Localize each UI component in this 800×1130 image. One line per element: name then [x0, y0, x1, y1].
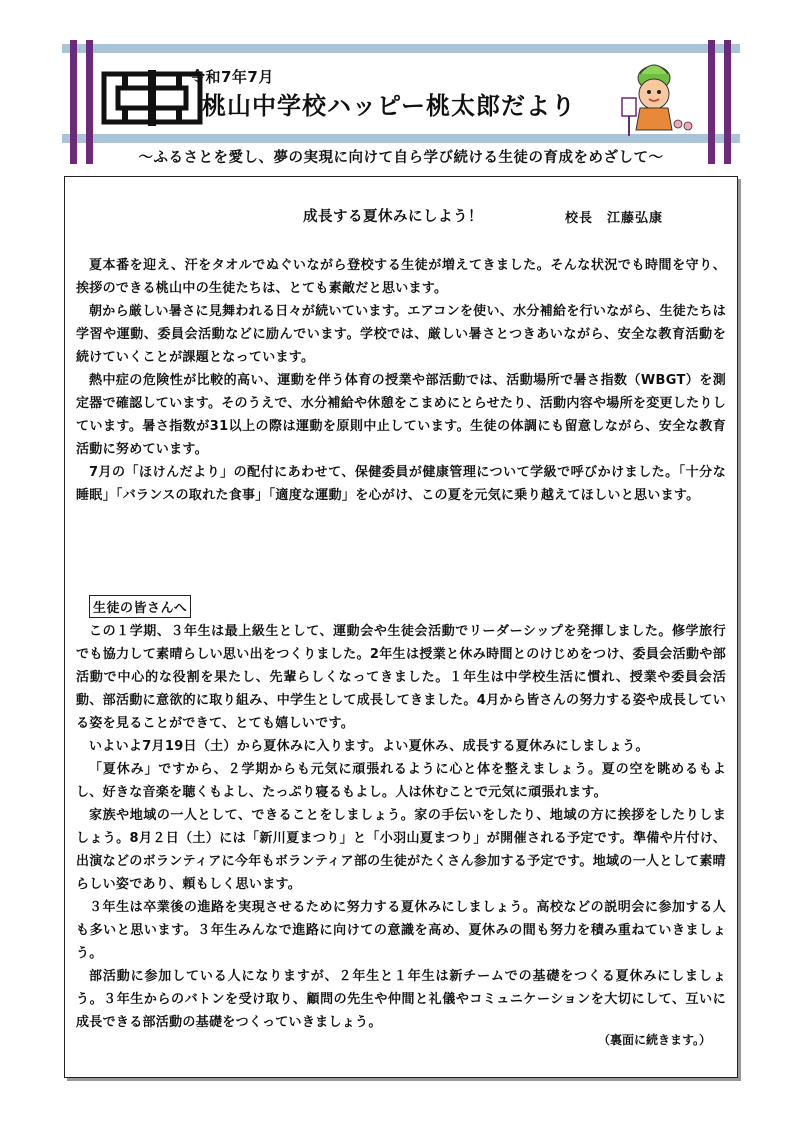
newsletter-title: 桃山中学校ハッピー桃太郎だより [202, 92, 577, 120]
momotaro-mascot-icon [610, 58, 700, 138]
paragraph: 家族や地域の一人として、できることをしましょう。家の手伝いをしたり、地域の方に挨拶をしたりしましょう。8月２日（土）には「新川夏まつり」と「小羽山夏まつり」が開催される予定です。準備や片付け、出演などのボランティアに今年もボランティア部の生徒がたくさん参加する予定です。地域の一人として素晴らしい姿であり、頼もしく思います。 [76, 808, 726, 892]
article-body [76, 254, 726, 507]
paragraph: 「夏休み」ですから、２学期からも元気に頑張れるように心と体を整えましょう。夏の空を眺めるもよし、好きな音楽を聴くもよし、たっぷり寝るもよし。人は休むことで元気に頑張れます。 [76, 762, 726, 800]
newsletter-banner [62, 40, 740, 164]
paragraph: 部活動に参加している人になりますが、２年生と１年生は新チームでの基礎をつくる夏休みにしましょう。３年生からのバトンを受け取り、顧問の先生や仲間と礼儀やコミュニケーションを大切にして、互いに成長できる部活動の基礎をつくっていきましょう。 [76, 969, 726, 1030]
article-title: 成長する夏休みにしよう！ [303, 209, 483, 225]
paragraph: 夏本番を迎え、汗をタオルでぬぐいながら登校する生徒が増えてきました。そんな状況でも時間を守り、挨拶のできる桃山中の生徒たちは、とても素敵だと思います。 [76, 258, 726, 296]
banner-stripe-top [62, 44, 740, 53]
section-heading: 生徒の皆さんへ [89, 595, 191, 618]
paragraph: 7月の「ほけんだより」の配付にあわせて、保健委員が健康管理について学級で呼びかけました。「十分な睡眠」「バランスの取れた食事」「適度な運動」を心がけ、この夏を元気に乗り越えてほしいと思います。 [76, 465, 726, 503]
paragraph: ３年生は卒業後の進路を実現させるために努力する夏休みにしましょう。高校などの説明会に参加する人も多いと思います。３年生みんなで進路に向けての意識を高め、夏休みの間も努力を積み重ねていきましょう。 [76, 900, 726, 961]
paragraph: この１学期、３年生は最上級生として、運動会や生徒会活動でリーダーシップを発揮しました。修学旅行でも協力して素晴らしい思い出をつくりました。2年生は授業と休み時間とのけじめをつけ、委員会活動や部活動で中心的な役割を果たし、先輩らしくなってきました。１年生は中学校生活に慣れ、授業や委員会活動、部活動に意欲的に取り組み、中学生として成長してきました。4月から皆さんの努力する姿や成長している姿を見ることができて、とても嬉しいです。 [76, 624, 726, 731]
paragraph: 朝から厳しい暑さに見舞われる日々が続いています。エアコンを使い、水分補給を行いながら、生徒たちは学習や運動、委員会活動などに励んでいます。学校では、厳しい暑さとつきあいながら、安全な教育活動を続けていくことが課題となっています。 [76, 304, 726, 365]
school-slogan: ～ふるさとを愛し、夢の実現に向けて自ら学び続ける生徒の育成をめざして～ [138, 150, 664, 166]
issue-date: 令和7年7月 [190, 68, 274, 86]
article-author: 校長 江藤弘康 [565, 211, 664, 226]
paragraph: いよいよ7月19日（土）から夏休みに入ります。よい夏休み、成長する夏休みにしましょう。 [89, 739, 649, 754]
content-frame [64, 176, 738, 1078]
section-body [76, 620, 726, 1034]
paragraph: 熱中症の危険性が比較的高い、運動を伴う体育の授業や部活動では、活動場所で暑さ指数（WBGT）を測定器で確認しています。そのうえで、水分補給や休憩をこまめにとらせたり、活動内容や場所を変更したりしています。暑さ指数が31以上の際は運動を原則中止しています。生徒の体調にも留意しながら、安全な教育活動に努めています。 [76, 373, 727, 457]
continuation-note: （裏面に続きます。） [597, 1033, 711, 1047]
